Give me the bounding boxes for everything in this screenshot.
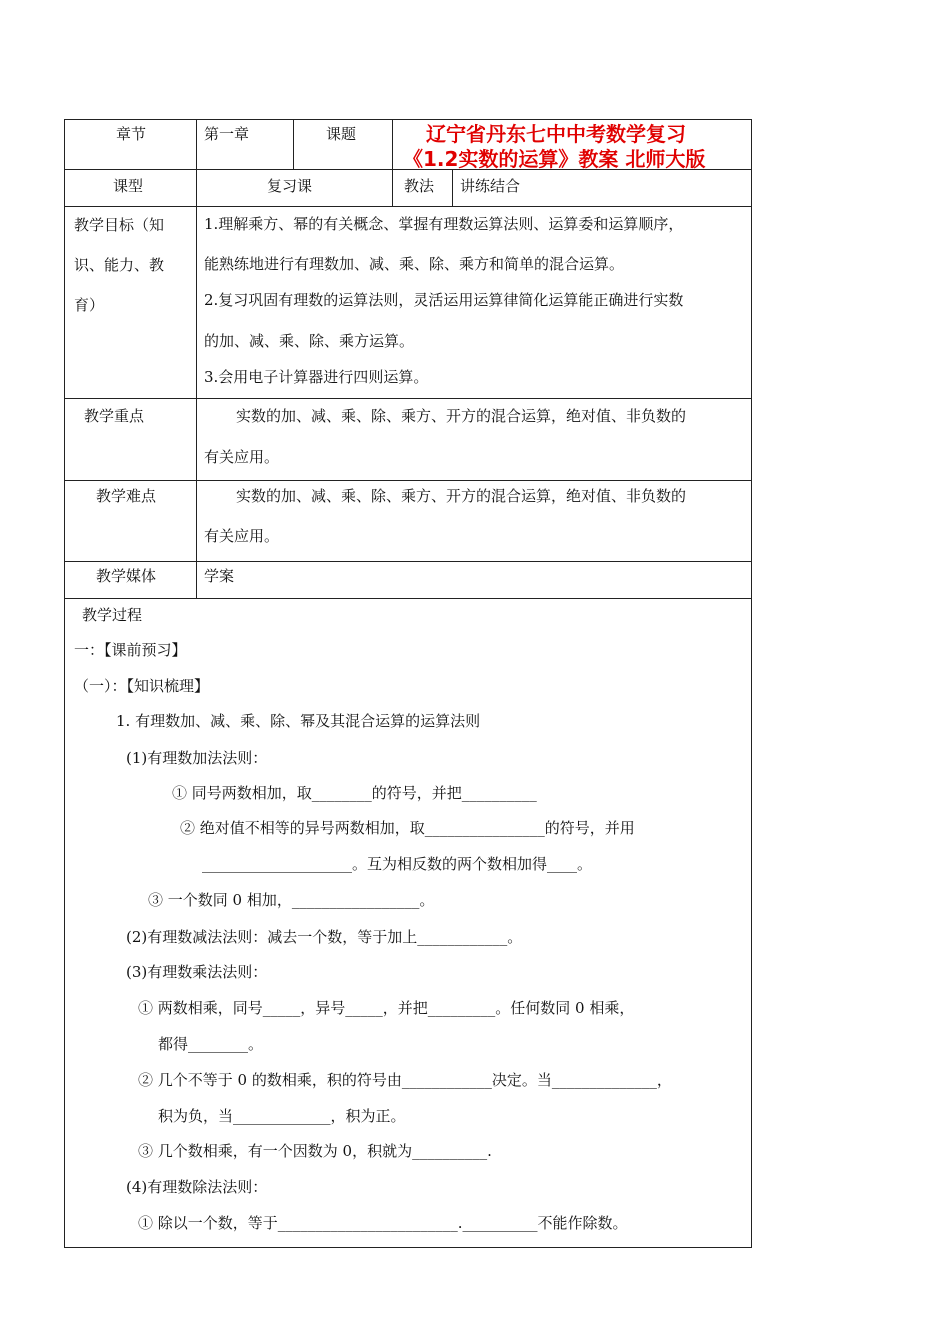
goals-label-line: 教学目标（知 <box>74 216 165 234</box>
goal-line: 3.会用电子计算器进行四则运算。 <box>204 368 429 386</box>
difficulty-line: 有关应用。 <box>204 527 280 545</box>
chapter-value: 第一章 <box>204 125 250 143</box>
table-rule <box>452 169 453 206</box>
fill-in-line: 都得________。 <box>158 1035 264 1053</box>
document-title-line1: 辽宁省丹东七中中考数学复习 <box>426 122 686 146</box>
item-heading: 1. 有理数加、减、乘、除、幂及其混合运算的运算法则 <box>116 712 481 730</box>
table-rule <box>64 598 752 599</box>
table-rule <box>64 561 752 562</box>
fill-in-line: ② 几个不等于 0 的数相乘，积的符号由____________决定。当______________， <box>138 1071 672 1089</box>
key-points-line: 有关应用。 <box>204 448 280 466</box>
table-rule <box>392 119 393 169</box>
fill-in-line: ③ 几个数相乘，有一个因数为 0，积就为__________. <box>138 1142 492 1160</box>
rule-title: (3)有理数乘法法则： <box>126 963 268 981</box>
fill-in-line: ① 同号两数相加，取________的符号，并把__________ <box>172 784 537 802</box>
document-title-line2: 《1.2实数的运算》教案 北师大版 <box>403 147 706 171</box>
difficulty-label: 教学难点 <box>96 487 157 505</box>
goal-line: 2.复习巩固有理数的运算法则，灵活运用运算律简化运算能正确进行实数 <box>204 291 684 309</box>
key-points-label: 教学重点 <box>84 407 145 425</box>
fill-in-line: ② 绝对值不相等的异号两数相加，取________________的符号，并用 <box>180 819 635 837</box>
table-rule <box>196 119 197 598</box>
topic-label: 课题 <box>326 125 357 143</box>
rule-title: (4)有理数除法法则： <box>126 1178 268 1196</box>
fill-in-line: ③ 一个数同 0 相加，_________________。 <box>148 891 435 909</box>
chapter-label: 章节 <box>116 125 147 143</box>
table-rule <box>293 119 294 169</box>
fill-in-line: ① 除以一个数，等于________________________.__________不能作除数。 <box>138 1214 628 1232</box>
media-value: 学案 <box>204 567 235 585</box>
goals-label-line: 育） <box>74 296 105 314</box>
fill-in-line: ____________________。互为相反数的两个数相加得____。 <box>202 855 593 873</box>
table-rule <box>64 480 752 481</box>
type-label: 课型 <box>113 177 144 195</box>
method-label: 教法 <box>404 177 435 195</box>
rule-title: (1)有理数加法法则： <box>126 749 268 767</box>
process-heading: 教学过程 <box>82 606 143 624</box>
fill-in-line: 积为负，当_____________，积为正。 <box>158 1107 406 1125</box>
type-value: 复习课 <box>267 177 313 195</box>
section-heading: 一：【课前预习】 <box>74 641 187 659</box>
table-rule <box>64 398 752 399</box>
table-rule <box>392 169 393 206</box>
table-rule <box>64 206 752 207</box>
goal-line: 的加、减、乘、除、乘方运算。 <box>204 332 415 350</box>
media-label: 教学媒体 <box>96 567 157 585</box>
rule-title: (2)有理数减法法则：减去一个数，等于加上____________。 <box>126 928 523 946</box>
goals-label-line: 识、能力、教 <box>74 256 165 274</box>
key-points-line: 实数的加、减、乘、除、乘方、开方的混合运算，绝对值、非负数的 <box>236 407 687 425</box>
goal-line: 1.理解乘方、幂的有关概念、掌握有理数运算法则、运算委和运算顺序， <box>204 215 684 233</box>
method-value: 讲练结合 <box>460 177 521 195</box>
goal-line: 能熟练地进行有理数加、减、乘、除、乘方和简单的混合运算。 <box>204 255 625 273</box>
difficulty-line: 实数的加、减、乘、除、乘方、开方的混合运算，绝对值、非负数的 <box>236 487 687 505</box>
fill-in-line: ① 两数相乘，同号_____，异号_____，并把_________。任何数同 0 相乘， <box>138 999 635 1017</box>
subsection-heading: （一）：【知识梳理】 <box>74 677 210 695</box>
